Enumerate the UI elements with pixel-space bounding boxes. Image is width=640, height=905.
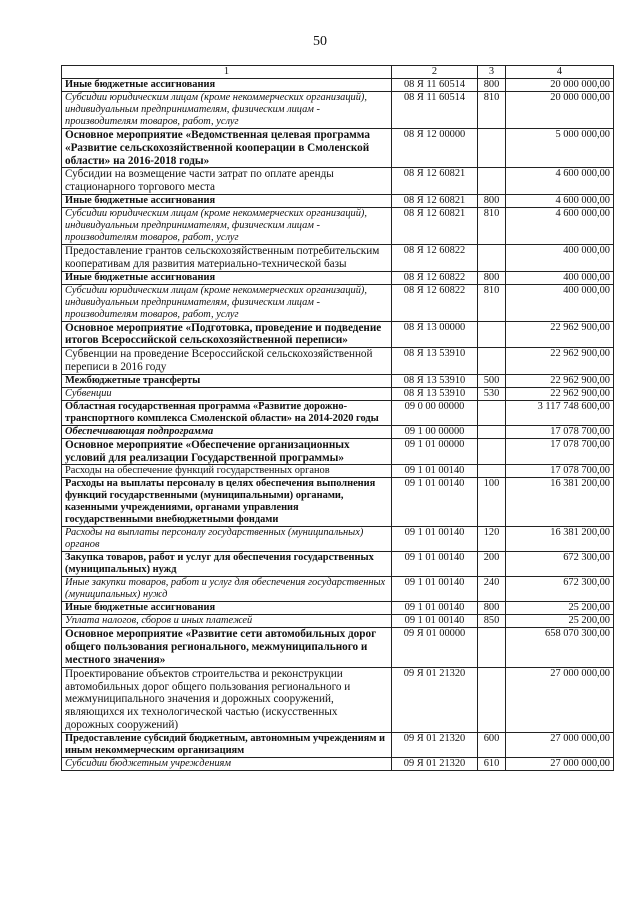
row-amount-cell: 400 000,00 <box>506 244 614 271</box>
table-row <box>62 284 614 321</box>
table-row <box>62 628 614 667</box>
table-row <box>62 400 614 425</box>
row-code-cell: 09 1 01 00140 <box>392 465 478 478</box>
table-row <box>62 92 614 129</box>
row-type-cell <box>478 348 506 375</box>
row-code-cell: 08 Я 13 53910 <box>392 374 478 387</box>
row-type-cell: 810 <box>478 284 506 321</box>
row-amount-cell: 22 962 900,00 <box>506 321 614 348</box>
row-amount-cell: 17 078 700,00 <box>506 438 614 465</box>
table-row <box>62 527 614 552</box>
page-number: 50 <box>313 34 327 49</box>
row-code-cell: 09 1 01 00140 <box>392 552 478 577</box>
row-type-cell: 810 <box>478 207 506 244</box>
row-type-cell: 240 <box>478 577 506 602</box>
table-row <box>62 129 614 168</box>
table-row <box>62 667 614 732</box>
row-type-cell <box>478 465 506 478</box>
header-cell: 1 <box>62 66 392 79</box>
row-code-cell: 08 Я 13 00000 <box>392 321 478 348</box>
row-type-cell: 810 <box>478 92 506 129</box>
row-amount-cell: 4 600 000,00 <box>506 207 614 244</box>
row-code-cell: 09 Я 01 21320 <box>392 667 478 732</box>
row-code-cell: 08 Я 12 60821 <box>392 207 478 244</box>
row-type-cell: 800 <box>478 271 506 284</box>
row-amount-cell: 4 600 000,00 <box>506 194 614 207</box>
table-row <box>62 244 614 271</box>
row-code-cell: 08 Я 12 60822 <box>392 244 478 271</box>
row-amount-cell: 27 000 000,00 <box>506 667 614 732</box>
row-code-cell: 09 1 01 00140 <box>392 615 478 628</box>
row-name-cell: Субвенции на проведение Всероссийской сельскохозяйственной переписи в 2016 году <box>62 348 392 375</box>
row-name-cell: Основное мероприятие «Подготовка, проведение и подведение итогов Всероссийской сельскохозяйственной переписи» <box>62 321 392 348</box>
row-code-cell: 09 1 01 00000 <box>392 438 478 465</box>
row-name-cell: Субвенции <box>62 387 392 400</box>
row-amount-cell: 25 200,00 <box>506 615 614 628</box>
row-code-cell: 08 Я 12 60821 <box>392 168 478 195</box>
row-name-cell: Иные бюджетные ассигнования <box>62 79 392 92</box>
row-name-cell: Иные закупки товаров, работ и услуг для обеспечения государственных (муниципальных) нужд <box>62 577 392 602</box>
row-type-cell: 610 <box>478 757 506 770</box>
row-name-cell: Обеспечивающая подпрограмма <box>62 425 392 438</box>
row-type-cell: 800 <box>478 194 506 207</box>
table-row <box>62 732 614 757</box>
row-code-cell: 09 1 01 00140 <box>392 577 478 602</box>
table-row <box>62 602 614 615</box>
table-row <box>62 465 614 478</box>
row-amount-cell: 16 381 200,00 <box>506 478 614 527</box>
row-name-cell: Закупка товаров, работ и услуг для обеспечения государственных (муниципальных) нужд <box>62 552 392 577</box>
header-cell: 3 <box>478 66 506 79</box>
row-amount-cell: 3 117 748 600,00 <box>506 400 614 425</box>
row-amount-cell: 672 300,00 <box>506 552 614 577</box>
row-name-cell: Иные бюджетные ассигнования <box>62 602 392 615</box>
row-type-cell <box>478 628 506 667</box>
row-amount-cell: 22 962 900,00 <box>506 348 614 375</box>
row-name-cell: Предоставление субсидий бюджетным, автономным учреждениям и иным некоммерческим организациям <box>62 732 392 757</box>
row-name-cell: Предоставление грантов сельскохозяйственным потребительским кооперативам для развития материально-технической базы <box>62 244 392 271</box>
row-type-cell <box>478 425 506 438</box>
row-amount-cell: 400 000,00 <box>506 284 614 321</box>
row-code-cell: 08 Я 13 53910 <box>392 348 478 375</box>
header-cell: 2 <box>392 66 478 79</box>
row-name-cell: Уплата налогов, сборов и иных платежей <box>62 615 392 628</box>
row-name-cell: Основное мероприятие «Ведомственная целевая программа «Развитие сельскохозяйственной кооперации в Смоленской области» на 2016-2018 годы» <box>62 129 392 168</box>
table-row <box>62 207 614 244</box>
row-code-cell: 08 Я 12 60822 <box>392 271 478 284</box>
row-amount-cell: 22 962 900,00 <box>506 387 614 400</box>
row-name-cell: Проектирование объектов строительства и реконструкции автомобильных дорог общего пользования регионального и межмуниципального значения и дорожных сооружений, являющихся их технологической частью (искусственных дорожных сооружений) <box>62 667 392 732</box>
table-row <box>62 438 614 465</box>
table-row <box>62 348 614 375</box>
row-code-cell: 08 Я 11 60514 <box>392 92 478 129</box>
row-amount-cell: 4 600 000,00 <box>506 168 614 195</box>
row-amount-cell: 5 000 000,00 <box>506 129 614 168</box>
row-name-cell: Расходы на выплаты персоналу государственных (муниципальных) органов <box>62 527 392 552</box>
row-name-cell: Областная государственная программа «Развитие дорожно-транспортного комплекса Смоленской области» на 2014-2020 годы <box>62 400 392 425</box>
row-code-cell: 08 Я 13 53910 <box>392 387 478 400</box>
row-type-cell <box>478 168 506 195</box>
row-code-cell: 09 1 00 00000 <box>392 425 478 438</box>
row-name-cell: Субсидии юридическим лицам (кроме некоммерческих организаций), индивидуальным предпринимателям, физическим лицам - производителям товаров, работ, услуг <box>62 207 392 244</box>
row-name-cell: Расходы на обеспечение функций государственных органов <box>62 465 392 478</box>
row-type-cell: 850 <box>478 615 506 628</box>
table-row <box>62 615 614 628</box>
row-code-cell: 09 1 01 00140 <box>392 527 478 552</box>
row-amount-cell: 17 078 700,00 <box>506 425 614 438</box>
table-row <box>62 577 614 602</box>
table-row <box>62 79 614 92</box>
row-code-cell: 09 Я 01 00000 <box>392 628 478 667</box>
row-name-cell: Иные бюджетные ассигнования <box>62 194 392 207</box>
table-row <box>62 321 614 348</box>
table-row <box>62 194 614 207</box>
row-name-cell: Субсидии на возмещение части затрат по оплате аренды стационарного торгового места <box>62 168 392 195</box>
row-amount-cell: 16 381 200,00 <box>506 527 614 552</box>
row-code-cell: 09 1 01 00140 <box>392 602 478 615</box>
row-amount-cell: 17 078 700,00 <box>506 465 614 478</box>
row-type-cell <box>478 400 506 425</box>
row-name-cell: Межбюджетные трансферты <box>62 374 392 387</box>
row-type-cell: 200 <box>478 552 506 577</box>
table-row <box>62 478 614 527</box>
row-name-cell: Иные бюджетные ассигнования <box>62 271 392 284</box>
row-type-cell: 530 <box>478 387 506 400</box>
row-code-cell: 09 1 01 00140 <box>392 478 478 527</box>
row-type-cell <box>478 129 506 168</box>
row-name-cell: Расходы на выплаты персоналу в целях обеспечения выполнения функций государственными (муниципальными) органами, казенными учреждениями, органами управления государственными внебюджетными фондами <box>62 478 392 527</box>
row-code-cell: 09 0 00 00000 <box>392 400 478 425</box>
row-code-cell: 08 Я 11 60514 <box>392 79 478 92</box>
table-row <box>62 552 614 577</box>
row-amount-cell: 27 000 000,00 <box>506 732 614 757</box>
row-code-cell: 09 Я 01 21320 <box>392 732 478 757</box>
row-code-cell: 09 Я 01 21320 <box>392 757 478 770</box>
budget-table <box>61 65 614 771</box>
row-amount-cell: 25 200,00 <box>506 602 614 615</box>
row-type-cell <box>478 244 506 271</box>
table-header-row <box>62 66 614 79</box>
table-row <box>62 425 614 438</box>
row-amount-cell: 27 000 000,00 <box>506 757 614 770</box>
row-amount-cell: 400 000,00 <box>506 271 614 284</box>
row-type-cell: 800 <box>478 602 506 615</box>
row-name-cell: Субсидии юридическим лицам (кроме некоммерческих организаций), индивидуальным предпринимателям, физическим лицам - производителям товаров, работ, услуг <box>62 284 392 321</box>
row-name-cell: Субсидии юридическим лицам (кроме некоммерческих организаций), индивидуальным предпринимателям, физическим лицам - производителям товаров, работ, услуг <box>62 92 392 129</box>
row-code-cell: 08 Я 12 60821 <box>392 194 478 207</box>
table-row <box>62 757 614 770</box>
header-cell: 4 <box>506 66 614 79</box>
row-type-cell <box>478 438 506 465</box>
row-code-cell: 08 Я 12 60822 <box>392 284 478 321</box>
table-row <box>62 374 614 387</box>
row-type-cell: 100 <box>478 478 506 527</box>
table-row <box>62 168 614 195</box>
row-amount-cell: 658 070 300,00 <box>506 628 614 667</box>
row-type-cell <box>478 667 506 732</box>
row-name-cell: Основное мероприятие «Обеспечение организационных условий для реализации Государственной программы» <box>62 438 392 465</box>
row-type-cell: 120 <box>478 527 506 552</box>
table-row <box>62 387 614 400</box>
row-amount-cell: 20 000 000,00 <box>506 92 614 129</box>
row-amount-cell: 672 300,00 <box>506 577 614 602</box>
row-code-cell: 08 Я 12 00000 <box>392 129 478 168</box>
row-name-cell: Субсидии бюджетным учреждениям <box>62 757 392 770</box>
row-amount-cell: 22 962 900,00 <box>506 374 614 387</box>
row-amount-cell: 20 000 000,00 <box>506 79 614 92</box>
row-type-cell: 600 <box>478 732 506 757</box>
row-type-cell <box>478 321 506 348</box>
table-row <box>62 271 614 284</box>
row-type-cell: 500 <box>478 374 506 387</box>
row-name-cell: Основное мероприятие «Развитие сети автомобильных дорог общего пользования регионального, межмуниципального и местного значения» <box>62 628 392 667</box>
row-type-cell: 800 <box>478 79 506 92</box>
